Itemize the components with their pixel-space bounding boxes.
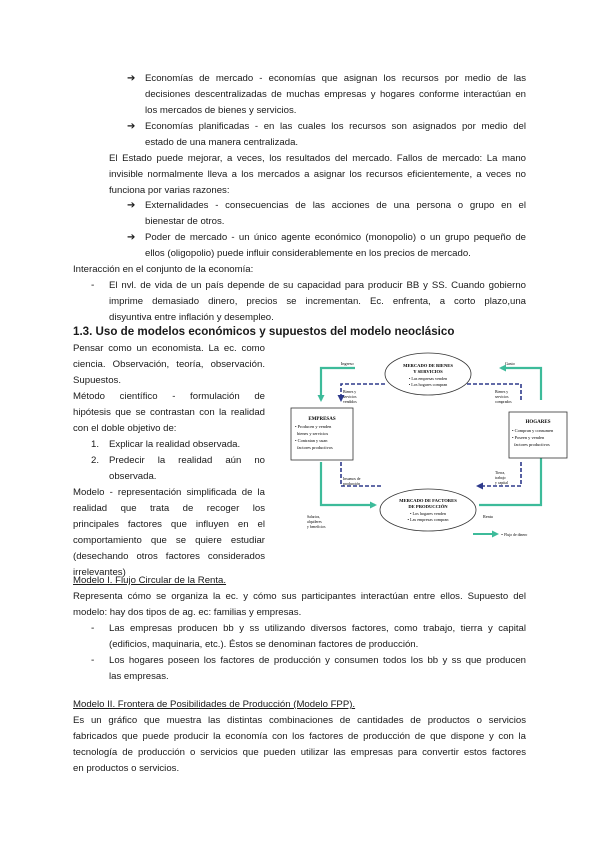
svg-text:vendidos: vendidos [343,400,357,404]
svg-text:Y SERVICIOS: Y SERVICIOS [413,369,443,374]
list-item: Predecir la realidad aún no [109,455,265,466]
list-number: 2. [91,455,100,466]
paragraph-line: Externalidades - consecuencias de las acciones de una persona o grupo en el [145,200,526,211]
paragraph-line: las empresas. [109,671,169,682]
arrow-icon: ➔ [127,73,136,84]
svg-text:= Flujo de dinero: = Flujo de dinero [501,533,528,537]
svg-text:• Poseen y venden: • Poseen y venden [512,435,545,440]
paragraph-line: Supuestos. [73,375,122,386]
paragraph-line: Pensar como un economista. La ec. como [73,343,265,354]
svg-text:servicios: servicios [343,395,357,399]
paragraph-line: El Estado puede mejorar, a veces, los resultados del mercado. Fallos de mercado: La mano [109,153,526,164]
label-bienes-comprados: Bienes y [495,390,509,394]
model-title: Modelo II. Frontera de Posibilidades de Producción (Modelo FPP). [73,699,356,710]
paragraph-line: Las empresas producen bb y ss utilizando diversos factores, como trabajo, tierra y capital [109,623,526,634]
svg-text:comprados: comprados [495,400,512,404]
list-item: observada. [109,471,157,482]
circular-flow-diagram [283,350,573,540]
paragraph-line: decisiones descentralizadas de muchas empresas y hogares conforme interactúan en [145,89,526,100]
model-title: Modelo I. Flujo Circular de la Renta. [73,575,227,586]
list-item: Explicar la realidad observada. [109,439,241,450]
svg-text:• Los hogares venden: • Los hogares venden [409,511,447,516]
svg-text:servicios: servicios [495,395,509,399]
label-bienes-vendidos: Bienes y [343,390,357,394]
svg-text:y beneficios: y beneficios [307,525,326,529]
legend [473,533,527,537]
paragraph-line: en productos o servicios. [73,763,180,774]
paragraph-line: El nvl. de vida de un país depende de su capacidad para producir BB y SS. Cuando gobierno [109,280,526,291]
paragraph-line: (desechando otros factores considerados [73,551,265,562]
dash-bullet: - [91,280,95,291]
svg-text:MERCADO DE BIENES: MERCADO DE BIENES [403,363,453,368]
arrow-icon: ➔ [127,232,136,243]
arrow-icon: ➔ [127,200,136,211]
svg-text:• Compran y consumen: • Compran y consumen [512,428,554,433]
svg-text:EMPRESAS: EMPRESAS [308,417,336,422]
paragraph-line: fabricados que puede producir la economía con los factores de producción de que dispone y con la [73,731,526,742]
svg-text:factores productivos: factores productivos [514,442,550,447]
paragraph-line: Método científico - formulación de [73,391,265,402]
svg-text:MERCADO DE FACTORES: MERCADO DE FACTORES [399,498,457,503]
paragraph-line: imprime demasiado dinero, precios se incrementan. Ec. enfrenta, a corto plazo,una [109,296,526,307]
label-tierra: Tierra, [495,471,506,475]
label-insumos: Insumos de [343,477,361,481]
paragraph-line: comportamiento que se quiere estudiar [73,535,265,546]
paragraph-line: Modelo - representación simplificada de la [73,487,265,498]
paragraph-line: (edificios, maquinaria, etc.). Éstos se denominan factores de producción. [109,639,419,650]
paragraph-line: Poder de mercado - un único agente económico (monopolio) o un grupo pequeño de [145,232,526,243]
svg-text:trabajo: trabajo [495,476,506,480]
paragraph-line: Es un gráfico que muestra las distintas combinaciones de cantidades de productos o servicios [73,715,526,726]
dash-bullet: - [91,655,95,666]
paragraph-line: los mercados de bienes y servicios. [145,105,297,116]
paragraph-line: funciona por varias razones: [109,185,230,196]
paragraph-line: principales factores que influyen en el [73,519,265,530]
svg-text:• Producen y venden: • Producen y venden [295,424,332,429]
paragraph-line: Los hogares poseen los factores de producción y consumen todos los bb y ss que producen [109,655,526,666]
svg-text:• Los hogares compran: • Los hogares compran [408,382,448,387]
svg-text:• Las empresas venden: • Las empresas venden [408,376,448,381]
svg-text:factores productivos: factores productivos [297,445,333,450]
svg-text:DE PRODUCCIÓN: DE PRODUCCIÓN [408,504,448,509]
paragraph-line: hipótesis que se contrastan con la realidad [73,407,265,418]
paragraph-line: Representa cómo se organiza la ec. y cómo sus participantes interactúan entre ellos. Supuesto del [73,591,526,602]
paragraph-line: ellos (oligopolio) puede influir considerablemente en los precios de mercado. [145,248,471,259]
paragraph-line: con el doble objetivo de: [73,423,177,434]
households-node [509,412,567,458]
svg-text:bienes y servicios: bienes y servicios [297,431,329,436]
paragraph-title: Interacción en el conjunto de la economía: [73,264,254,275]
svg-text:HOGARES: HOGARES [525,420,551,425]
paragraph-line: irrelevantes) [73,567,126,578]
paragraph-line: invisible normalmente lleva a los mercados a asignar los recursos eficientemente, a veces no [109,169,526,180]
firms-node [291,408,353,460]
goods-flow-inner [341,384,521,486]
svg-text:producción: producción [343,482,361,486]
paragraph-line: realidad que trata de recoger los [73,503,265,514]
label-salarios: Salarios, [307,515,321,519]
label-renta: Renta [483,514,493,519]
dash-bullet: - [91,623,95,634]
svg-text:• Las empresas compran: • Las empresas compran [407,517,449,522]
list-number: 1. [91,439,100,450]
paragraph-line: ciencia. Observación, teoría, observación. [73,359,265,370]
factor-market-node [380,489,476,531]
paragraph-line: tecnología de producción o servicios que pueden utilizar las empresas para convertir estos factores [73,747,526,758]
paragraph-line: Economías de mercado - economías que asignan los recursos por medio de las [145,73,526,84]
arrow-icon: ➔ [127,121,136,132]
label-ingreso: Ingreso [341,361,354,366]
label-gasto: Gasto [505,361,515,366]
paragraph-line: Economías planificadas - en las cuales los recursos son asignados por medio del [145,121,526,132]
svg-text:• Contratan y usan: • Contratan y usan [295,438,328,443]
goods-market-node [385,353,471,395]
paragraph-line: modelo: hay dos tipos de ag. ec: familias y empresas. [73,607,302,618]
paragraph-line: bienestar de otros. [145,216,225,227]
svg-text:alquileres: alquileres [307,520,322,524]
section-heading: 1.3. Uso de modelos económicos y supuestos del modelo neoclásico [73,325,455,338]
paragraph-line: estado de una manera centralizada. [145,137,299,148]
paragraph-line: disyuntiva entre inflación y desempleo. [109,312,274,323]
svg-text:y capital: y capital [495,481,508,485]
